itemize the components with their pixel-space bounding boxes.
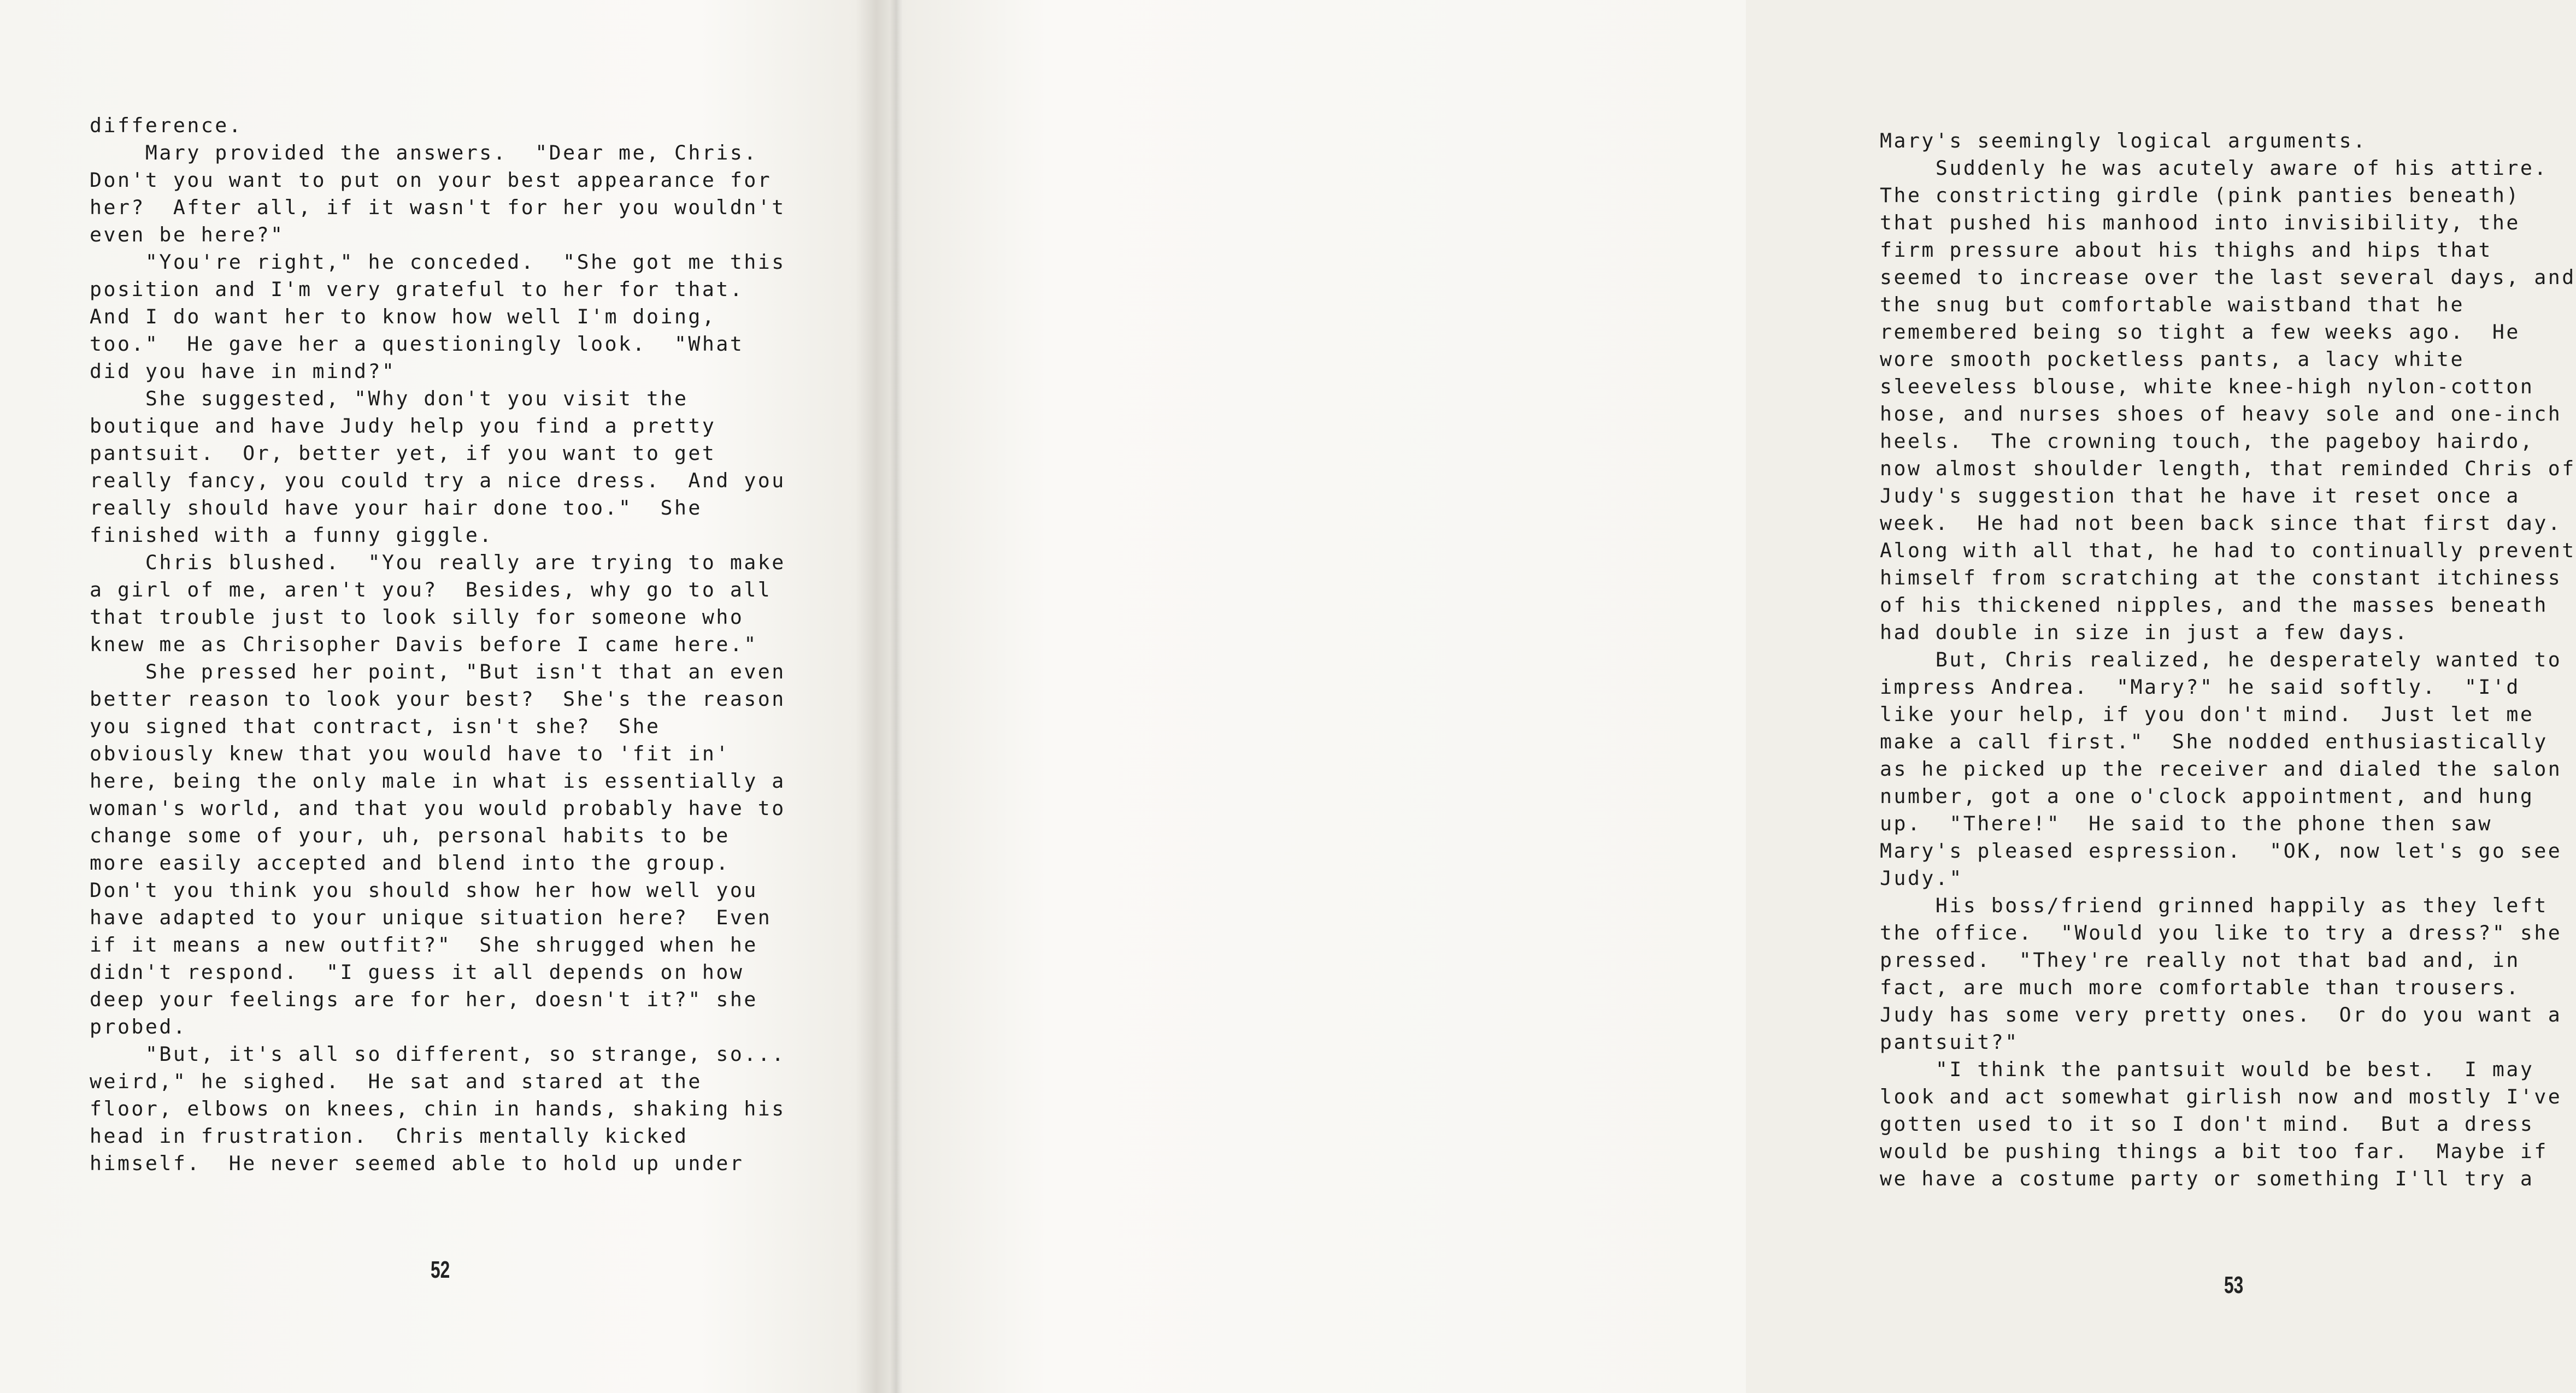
text-line: here, being the only male in what is essentially a [90,769,786,793]
text-line: more easily accepted and blend into the group. [90,851,730,875]
left-page [0,0,896,1393]
text-line: had double in size in just a few days. [1880,621,2409,644]
text-line: impress Andrea. "Mary?" he said softly. "I'd [1880,675,2520,699]
text-line: But, Chris realized, he desperately wanted to [1880,648,2562,671]
text-line: knew me as Chrisopher Davis before I came here." [90,633,758,656]
text-line: His boss/friend grinned happily as they left [1880,894,2548,917]
text-line: would be pushing things a bit too far. Maybe if [1880,1140,2548,1163]
text-line: deep your feelings are for her, doesn't it?" she [90,988,758,1011]
text-line: himself. He never seemed able to hold up under [90,1152,744,1175]
text-line: better reason to look your best? She's the reason [90,687,786,711]
text-line: seemed to increase over the last several days, and [1880,265,2576,289]
right-page-number: 53 [2224,1272,2244,1298]
text-line: Along with all that, he had to continually prevent [1880,539,2576,562]
text-line: She pressed her point, "But isn't that an even [90,660,786,683]
text-line: now almost shoulder length, that reminded Chris of [1880,457,2576,480]
text-line: And I do want her to know how well I'm doing, [90,305,716,328]
text-line: week. He had not been back since that first day. [1880,511,2562,535]
text-line: himself from scratching at the constant itchiness [1880,566,2562,589]
text-line: probed. [90,1015,187,1038]
text-line: of his thickened nipples, and the masses beneath [1880,593,2548,617]
text-line: change some of your, uh, personal habits to be [90,824,730,847]
text-line: didn't respond. "I guess it all depends on how [90,960,744,984]
text-line: head in frustration. Chris mentally kicked [90,1124,689,1148]
text-line: "You're right," he conceded. "She got me this [90,250,786,274]
text-line: Mary provided the answers. "Dear me, Chris. [90,141,758,164]
text-line: pantsuit. Or, better yet, if you want to get [90,441,716,465]
text-line: She suggested, "Why don't you visit the [90,387,689,410]
text-line: pantsuit?" [1880,1030,2019,1054]
text-line: Mary's pleased espression. "OK, now let's go see [1880,839,2562,863]
right-page [896,0,2576,1393]
text-line: have adapted to your unique situation here? Even [90,906,772,929]
text-line: make a call first." She nodded enthusiastically [1880,730,2548,753]
text-line: Judy has some very pretty ones. Or do you want a [1880,1003,2562,1026]
text-line: Mary's seemingly logical arguments. [1880,129,2367,152]
text-line: the office. "Would you like to try a dress?" she [1880,921,2562,945]
text-line: that trouble just to look silly for someone who [90,605,744,629]
text-line: difference. [90,114,243,137]
text-line: like your help, if you don't mind. Just let me [1880,703,2534,726]
text-line: her? After all, if it wasn't for her you wouldn't [90,196,786,219]
left-page-number: 52 [431,1256,450,1283]
text-line: "But, it's all so different, so strange, so... [90,1042,786,1066]
text-line: The constricting girdle (pink panties beneath) [1880,184,2520,207]
text-line: too." He gave her a questioningly look. "What [90,332,744,356]
text-line: pressed. "They're really not that bad and, in [1880,948,2520,972]
left-page-text [90,112,786,1177]
text-line: boutique and have Judy help you find a pretty [90,414,716,438]
text-line: wore smooth pocketless pants, a lacy white [1880,347,2465,371]
text-line: Judy's suggestion that he have it reset once a [1880,484,2520,507]
text-line: even be here?" [90,223,285,246]
text-line: gotten used to it so I don't mind. But a dress [1880,1112,2534,1136]
text-line: firm pressure about his thighs and hips that [1880,238,2492,262]
text-line: weird," he sighed. He sat and stared at the [90,1070,702,1093]
text-line: sleeveless blouse, white knee-high nylon-cotton [1880,375,2534,398]
text-line: a girl of me, aren't you? Besides, why go to all [90,578,772,601]
text-line: obviously knew that you would have to 'fit in' [90,742,730,765]
text-line: fact, are much more comfortable than trousers. [1880,976,2520,999]
text-line: if it means a new outfit?" She shrugged when he [90,933,758,957]
text-line: you signed that contract, isn't she? She [90,715,661,738]
text-line: did you have in mind?" [90,359,396,383]
text-line: hose, and nurses shoes of heavy sole and one-inch [1880,402,2562,426]
text-line: heels. The crowning touch, the pageboy hairdo, [1880,429,2534,453]
right-page-text [1880,127,2576,1193]
text-line: look and act somewhat girlish now and mostly I've [1880,1085,2562,1108]
text-line: Judy." [1880,866,1963,890]
text-line: the snug but comfortable waistband that he [1880,293,2465,316]
text-line: as he picked up the receiver and dialed the salon [1880,757,2562,781]
text-line: that pushed his manhood into invisibility, the [1880,211,2520,234]
text-line: Don't you want to put on your best appearance for [90,168,772,192]
text-line: Suddenly he was acutely aware of his attire. [1880,156,2548,180]
text-line: remembered being so tight a few weeks ago. He [1880,320,2520,344]
text-line: finished with a funny giggle. [90,523,493,547]
text-line: really should have your hair done too." She [90,496,702,520]
text-line: woman's world, and that you would probably have to [90,796,786,820]
text-line: floor, elbows on knees, chin in hands, shaking his [90,1097,786,1120]
text-line: number, got a one o'clock appointment, and hung [1880,784,2534,808]
text-line: position and I'm very grateful to her for that. [90,278,744,301]
text-line: Don't you think you should show her how well you [90,878,758,902]
text-line: up. "There!" He said to the phone then saw [1880,812,2492,835]
text-line: Chris blushed. "You really are trying to make [90,551,786,574]
text-line: really fancy, you could try a nice dress. And you [90,469,786,492]
text-line: we have a costume party or something I'll try a [1880,1167,2534,1190]
text-line: "I think the pantsuit would be best. I may [1880,1058,2534,1081]
